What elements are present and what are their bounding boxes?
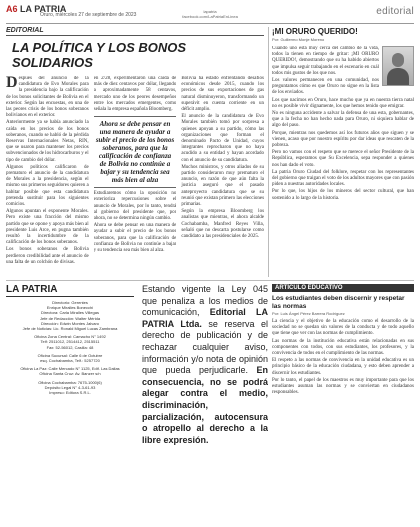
opinion-paragraph: Porque, mientras nos quedemos así los futuros años que siguen y se vienen, acaso que por nuestro espíritu por dar ideas que rescaten de la pobreza.: [272, 130, 414, 149]
editorial-paragraph: en 2/28, experimentaron una caída de más de diez centavos por dólar, llegando a aproximadamente 58 centavos, mercado uno de los peores desempeños entre los mercados emergentes, como señala la empresa española Bloomberg.: [93, 76, 177, 113]
notice-intro: Estando vigente la Ley 045 que penaliza a los medios de comunicación,: [142, 284, 268, 318]
staff-row: Impreso: Editora S.R.L.: [49, 390, 91, 396]
staff-row: Telf: 2511012, 2514412, 2515511: [40, 339, 100, 345]
staff-box: [6, 284, 134, 520]
editorial-paragraph: Ahora se debe pensar en una manera de ayudar a subir el precio de los bonos soberanos, para que la calificación de confianza de Bolivia no continúe a bajar y su tendencia sea más bien al alza.: [93, 223, 177, 254]
opinion-body: [272, 46, 414, 264]
editorial-paragraph: Los bonos soberanos de Bolivia perdieron credibilidad ante el anuncio de una falta de un colchón de divisas.: [6, 247, 89, 265]
editorial-column-3: [181, 76, 264, 286]
header-contact: [170, 9, 250, 19]
author-photo: [382, 46, 414, 86]
contact-line-2: facebook.com/LaPatriaEnLinea: [182, 14, 238, 19]
article-paragraph: Las normas de la institución educativa están relacionadas en sus componentes con todos, con sus estudiantes, los profesores, y la convivencia de todos en el cumplimiento de las normas.: [272, 338, 414, 357]
article-paragraph: El respeto a las normas de convivencia en la unidad educativa es un principio básico de la educación ciudadana, y esto deben aprender a discernir los estudiantes.: [272, 358, 414, 376]
photo-head: [392, 53, 404, 67]
article-author: Por: Luis Ángel Pérez Barrera Rodríguez: [272, 311, 345, 316]
editorial-column-1: [6, 76, 89, 286]
editorial-paragraph: Anteriormente ya se había anunciado la caída en los precios de los bonos soberanos, cuando se habló de la pérdida Reservas Internacionales Netas, RIN, que se usaron para mantener los precios subvencionados de los hidrocarburos y el tipo de cambio del dólar.: [6, 120, 89, 163]
staff-row: Dirección: Edwin Montes Jalvaro: [40, 320, 100, 326]
opinion-title: ¡MI ORURO QUERIDO!: [272, 27, 358, 36]
section-divider: [6, 280, 414, 281]
editorial-column-2: [94, 76, 177, 286]
staff-row: Depósito Legal N° 4-3-61-93: [44, 384, 96, 390]
staff-row: Oficina La Paz: Calle Mercado N° 1125, Edif. Las Dalias: [20, 366, 120, 372]
section-name: editorial: [376, 6, 414, 17]
staff-row: Oficina Zona Central: Camacho N° 1492: [34, 334, 106, 340]
staff-row: Oficina Sucursal: Calle 6 de Octubre: [37, 352, 103, 358]
newspaper-logo: LA PATRIA: [20, 4, 67, 14]
staff-row: Directorio: Gerentes: [52, 300, 88, 305]
opinion-paragraph: Pero no vamos con el respeto que se merece el señor Presidente de la República, esperamos que Su Excelencia, sepa responder a quienes nos han dado el voto.: [272, 150, 414, 168]
staff-row: Fax: 52-56012, Casilla: 48: [46, 344, 94, 350]
notice-entity: Editorial LA PATRIA Ltda.: [142, 307, 268, 329]
editorial-paragraph: El anuncio de la candidatura de Evo Morales también tomó por sorpresa a quienes apoyan a su partido, cómo las organizaciones que forman el denominado Pacto de Unidad, cuyos integrantes reprocharon que no haya acudido a su entidad y hayan acordado con el anuncio de su candidatura.: [181, 114, 264, 163]
notice-middle: se reserva el derecho de publicación y de rechazar cualquier aviso, información y/o nota de opinión que pueda perjudicarle.: [142, 318, 268, 376]
editorial-title: LA POLÍTICA Y LOS BONOS SOLIDARIOS: [12, 40, 187, 70]
staff-row: Jefe de Redacción: Walter Mérida: [39, 315, 101, 321]
staff-row: Oficina Cochabamba: 7675-1000(6): [38, 379, 102, 385]
staff-row: Jefe de Noticias: Lic. Ronald Miguel Lucas Zambrana: [22, 326, 118, 332]
page-number: A6: [6, 4, 18, 14]
opinion-paragraph: Los valores permanecen en una comunidad, nos preguntamos cómo es que Oruro no sigue en la lista de los enviados.: [272, 78, 379, 96]
staff-row: Enrique Miralles Bonecchi: [46, 305, 94, 311]
opinion-paragraph: Los que nacimos en Oruro, hace mucho que ya en nuestra tierra natal no es posible vivir dignamente, los que hemos tenido que emigrar.: [272, 97, 414, 109]
opinion-paragraph: No es ninguna accidente a salvar la defensa de una esta, gobernantes, que a la fecha no han hecho nada para Oruro, ni siquiera hablar de algo del paso.: [272, 111, 414, 129]
opinion-paragraph: La patria Oruro Ciudad del folklore, respetar con los representantes del gobierno que traigan el voto de los adultos mayores que con pasión piden a nuestras autoridades locales.: [272, 169, 414, 188]
opinion-paragraph: Cuando uno está muy cerca del cambio de la vida, todos la tienen en tiempo de gritar: ¡MI ORURO QUERIDO!, demostrando que su ha habido abiertos que impulsa seguir trabajando en el escenario en cuál todos mis gustos de los que nos.: [272, 46, 379, 76]
editorial-paragraph: Después del anuncio de la candidatura de Evo Morales para la presidencia bajo la calificación de los bonos solicitantes de Bolivia en el exterior. Según las encuestas, en una de las peores crisis de los bonos soberanos bolivianos en el exterior.: [6, 76, 89, 119]
staff-logo: LA PATRIA: [6, 284, 134, 297]
editorial-label: EDITORIAL: [6, 27, 264, 36]
opinion-paragraph: Por lo que, los hijos de los mineros del sector cultural, que han sostenido a lo largo de la historia.: [272, 189, 414, 201]
editorial-paragraph: Estudiaremos cómo la oposición no exterioriza repercusiones sobre el anuncio de Morales, por lo tanto, tendrá al gobierno del presidente que, por ahora, no se determina ningún cambio.: [93, 191, 177, 222]
page-header: [0, 0, 420, 24]
educational-article: [272, 284, 414, 520]
article-body: [272, 319, 414, 396]
staff-row: Oficina Santa Cruz: Av. Banzer s/n: [39, 371, 101, 377]
editorial-paragraph: Algunos políticos calificaron de prematuro el anuncio de la candidatura de Morales a la presidencia, según el mismo sus primeros seguidores quieren a habitar posible que esta candidatura pretenda sustituir para los siguientes comicios.: [6, 164, 89, 208]
pull-quote: Ahora se debe pensar en una manera de ayudar a subir el precio de los bonos soberanos, para que la calificación de confianza de Bolivia no continúe a bajar y su tendencia sea más bien al alza: [94, 116, 177, 188]
legal-notice: [142, 284, 268, 514]
article-title: Los estudiantes deben discernir y respetar las normas: [272, 295, 405, 310]
editorial-paragraph: Según la empresa Bloomberg los analistas que mientras, el ahora alcalde Cochabamba, Manfred Reyes Villa, señaló que no descarta postularse como candidato a las presidenciales de 2025.: [181, 209, 264, 240]
editorial-paragraph: Muchos ministros, y otros aliados de su partido consideraron muy prematuro el anuncio, en razón de que aún falta la justicia aseguró que el pasado anteproyecto candidatura que se su reunió que existan primero las elecciones primarias.: [181, 164, 264, 208]
notice-closing: En consecuencia, no se podrá alegar contra el medio, discriminación, parcialización, autocensura o atropello al derecho a la libre expresión.: [142, 365, 268, 445]
drop-cap: D: [6, 76, 18, 91]
staff-row: esq. Cochabamba, Telf.: 5257720: [40, 358, 100, 364]
contact-line-1: lapatria: [203, 9, 217, 14]
header-date: Oruro, miércoles 27 de septiembre de 2023: [40, 12, 137, 18]
article-paragraph: La ciencia y el objetivo de la educación como el desarrollo de la sociedad no se quedan sin valores de la conducta y de todo aquello que tiene que ver con las normas de cumplimiento.: [272, 319, 414, 337]
opinion-author: Por: Guillermo Monje Moreno: [272, 37, 325, 42]
opinion-column: [272, 27, 414, 264]
editorial-section: [6, 27, 264, 277]
article-label: ARTÍCULO EDUCATIVO: [272, 284, 414, 292]
editorial-paragraph: Bolivia ha estado enfrentando desafíos económicos desde 2015, cuando los precios de sus exportaciones de gas natural disminuyeron, transformando un superávit en cuenta corriente en un déficit amplio.: [181, 76, 264, 113]
article-paragraph: Por lo tanto, el papel de los maestros es muy importante para que los estudiantes asuman las normas y se conviertan en ciudadanos responsables.: [272, 377, 414, 396]
editorial-paragraph: Algunos apuntan el exponente Morales. Pero existe una fracción del mismo partido que se opone y apoya más bien al presidente Luis Arce, en pugna también resultó la incertidumbre de la calificación de los bonos soberanos.: [6, 209, 89, 246]
photo-bust: [387, 68, 409, 86]
staff-row: Directora: Carla Miralles Villegas: [41, 310, 99, 316]
column-divider: [268, 27, 269, 277]
header-rule: [6, 23, 414, 24]
editorial-columns: [6, 76, 264, 286]
